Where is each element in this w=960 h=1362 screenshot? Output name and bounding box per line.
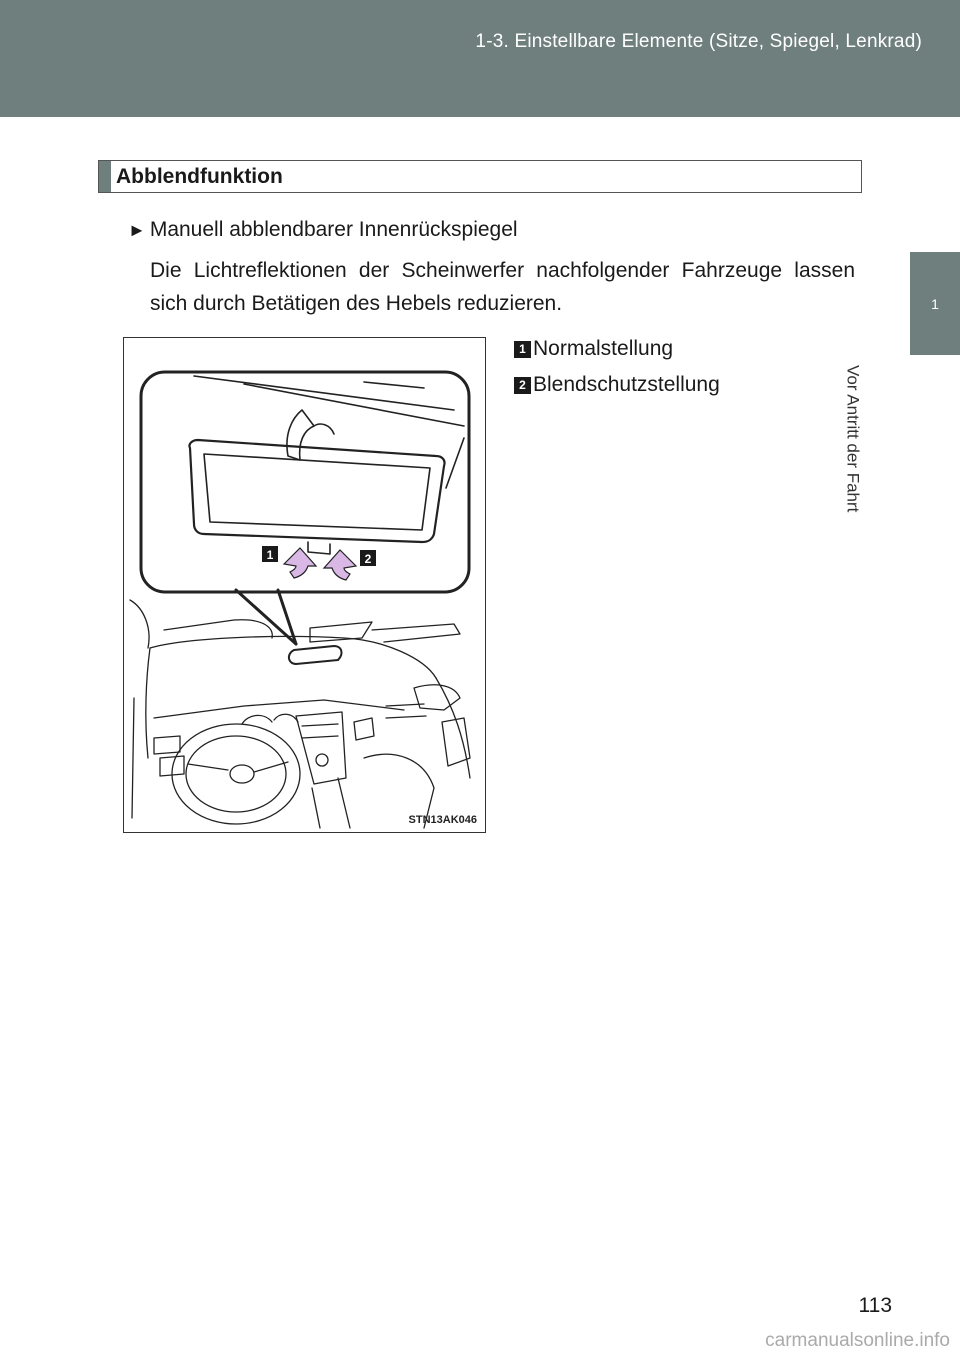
item-title-text: Manuell abblendbarer Innenrückspiegel bbox=[149, 218, 518, 241]
figure-code: STN13AK046 bbox=[408, 814, 477, 826]
legend-label-1: Normalstellung bbox=[533, 337, 674, 360]
chapter-side-label-text: Vor Antritt der Fahrt bbox=[843, 365, 863, 513]
chapter-title: 1-3. Einstellbare Elemente (Sitze, Spiegel, Lenkrad) bbox=[475, 31, 922, 52]
callout-2-label: 2 bbox=[364, 552, 372, 566]
legend-label-2: Blendschutzstellung bbox=[533, 373, 720, 396]
item-description: Die Lichtreflektionen der Scheinwerfer nachfolgender Fahrzeuge lassen sich durch Betätigen des Hebels reduzieren. bbox=[150, 259, 855, 315]
mirror-illustration-drawing bbox=[124, 338, 485, 832]
section-heading-text: Abblendfunktion bbox=[116, 165, 283, 188]
legend-badge-2: 2 bbox=[514, 377, 531, 394]
watermark: carmanualsonline.info bbox=[765, 1330, 950, 1351]
triangle-bullet-icon: ► bbox=[128, 220, 146, 240]
chapter-tab-number: 1 bbox=[931, 296, 939, 312]
legend-item-2 bbox=[514, 373, 720, 397]
vehicle-interior bbox=[130, 600, 470, 828]
section-heading-bar bbox=[99, 161, 111, 192]
header-band bbox=[0, 0, 960, 117]
section-heading bbox=[98, 160, 862, 193]
mirror-illustration bbox=[123, 337, 486, 833]
legend-item-1 bbox=[514, 337, 673, 361]
page-number: 113 bbox=[858, 1294, 892, 1317]
item-title bbox=[128, 218, 518, 242]
rear-view-mirror-small bbox=[289, 646, 342, 664]
legend-badge-1: 1 bbox=[514, 341, 531, 358]
callout-1-label: 1 bbox=[266, 548, 274, 562]
chapter-tab bbox=[910, 252, 960, 355]
chapter-side-label bbox=[843, 365, 946, 555]
